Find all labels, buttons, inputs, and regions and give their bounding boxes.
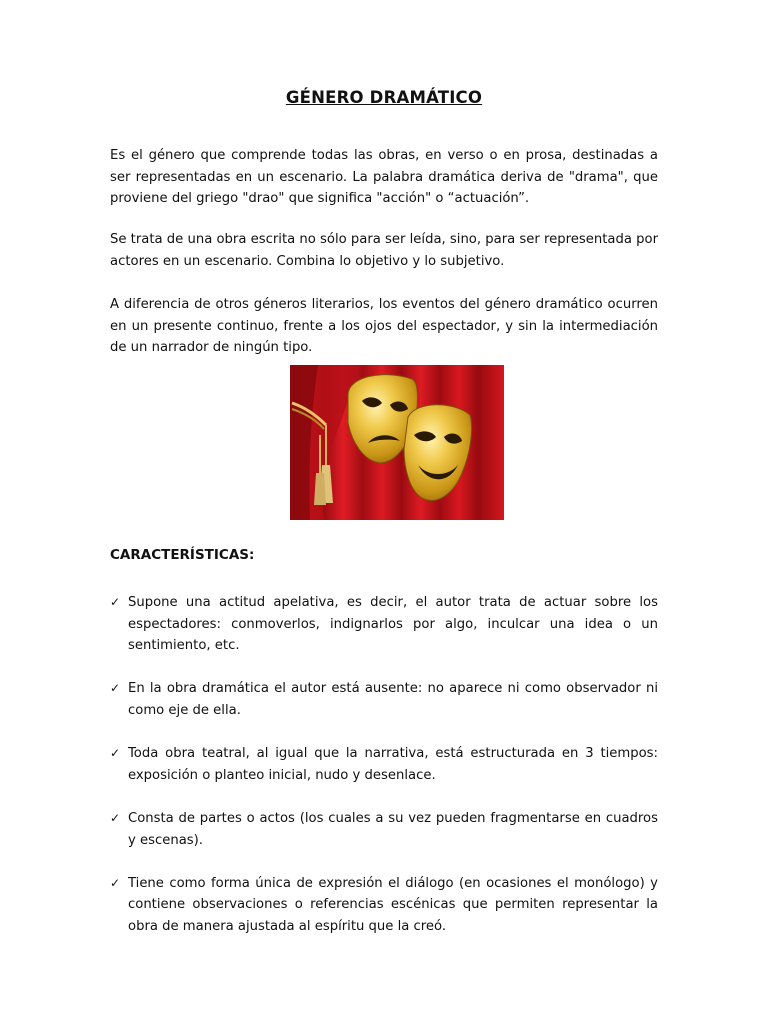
- section-heading: CARACTERÍSTICAS:: [110, 547, 255, 563]
- paragraph-definition: Es el género que comprende todas las obras, en verso o en prosa, destinadas a ser representadas en un escenario. La palabra dramática deriva de "drama", que proviene del griego "drao" que significa "acción" o “actuación”.: [110, 148, 658, 206]
- list-item-text: En la obra dramática el autor está ausente: no aparece ni como observador ni como eje de ella.: [128, 681, 658, 718]
- list-item: [110, 808, 658, 851]
- checkmark-icon: ✓: [110, 746, 121, 761]
- list-item-text: Tiene como forma única de expresión el diálogo (en ocasiones el monólogo) y contiene observaciones o referencias escénicas que permiten representar la obra de manera ajustada al espíritu que la creó.: [128, 875, 658, 934]
- paragraph-difference: A diferencia de otros géneros literarios, los eventos del género dramático ocurren en un presente continuo, frente a los ojos del espectador, y sin la intermediación de un narrador de ningún tipo.: [110, 297, 658, 355]
- list-item: [110, 743, 658, 786]
- checkmark-icon: ✓: [110, 810, 121, 825]
- checkmark-icon: ✓: [110, 681, 121, 696]
- list-item: [110, 678, 658, 721]
- theatre-masks-icon: [290, 365, 504, 520]
- list-item-text: Consta de partes o actos (los cuales a su vez pueden fragmentarse en cuadros y escenas).: [128, 810, 658, 848]
- list-item: [110, 592, 658, 657]
- list-item-text: Toda obra teatral, al igual que la narrativa, está estructurada en 3 tiempos: exposición o planteo inicial, nudo y desenlace.: [128, 746, 658, 783]
- characteristics-list: [110, 592, 658, 959]
- checkmark-icon: ✓: [110, 875, 121, 890]
- checkmark-icon: ✓: [110, 595, 121, 609]
- paragraph-purpose: Se trata de una obra escrita no sólo para ser leída, sino, para ser representada por actores en un escenario. Combina lo objetivo y lo subjetivo.: [110, 232, 658, 269]
- page-title: GÉNERO DRAMÁTICO: [285, 88, 483, 107]
- list-item-text: Supone una actitud apelativa, es decir, el autor trata de actuar sobre los espectadores: conmoverlos, indignarlos por algo, inculcar una idea o un sentimiento, etc.: [128, 595, 658, 654]
- list-item: [110, 873, 658, 938]
